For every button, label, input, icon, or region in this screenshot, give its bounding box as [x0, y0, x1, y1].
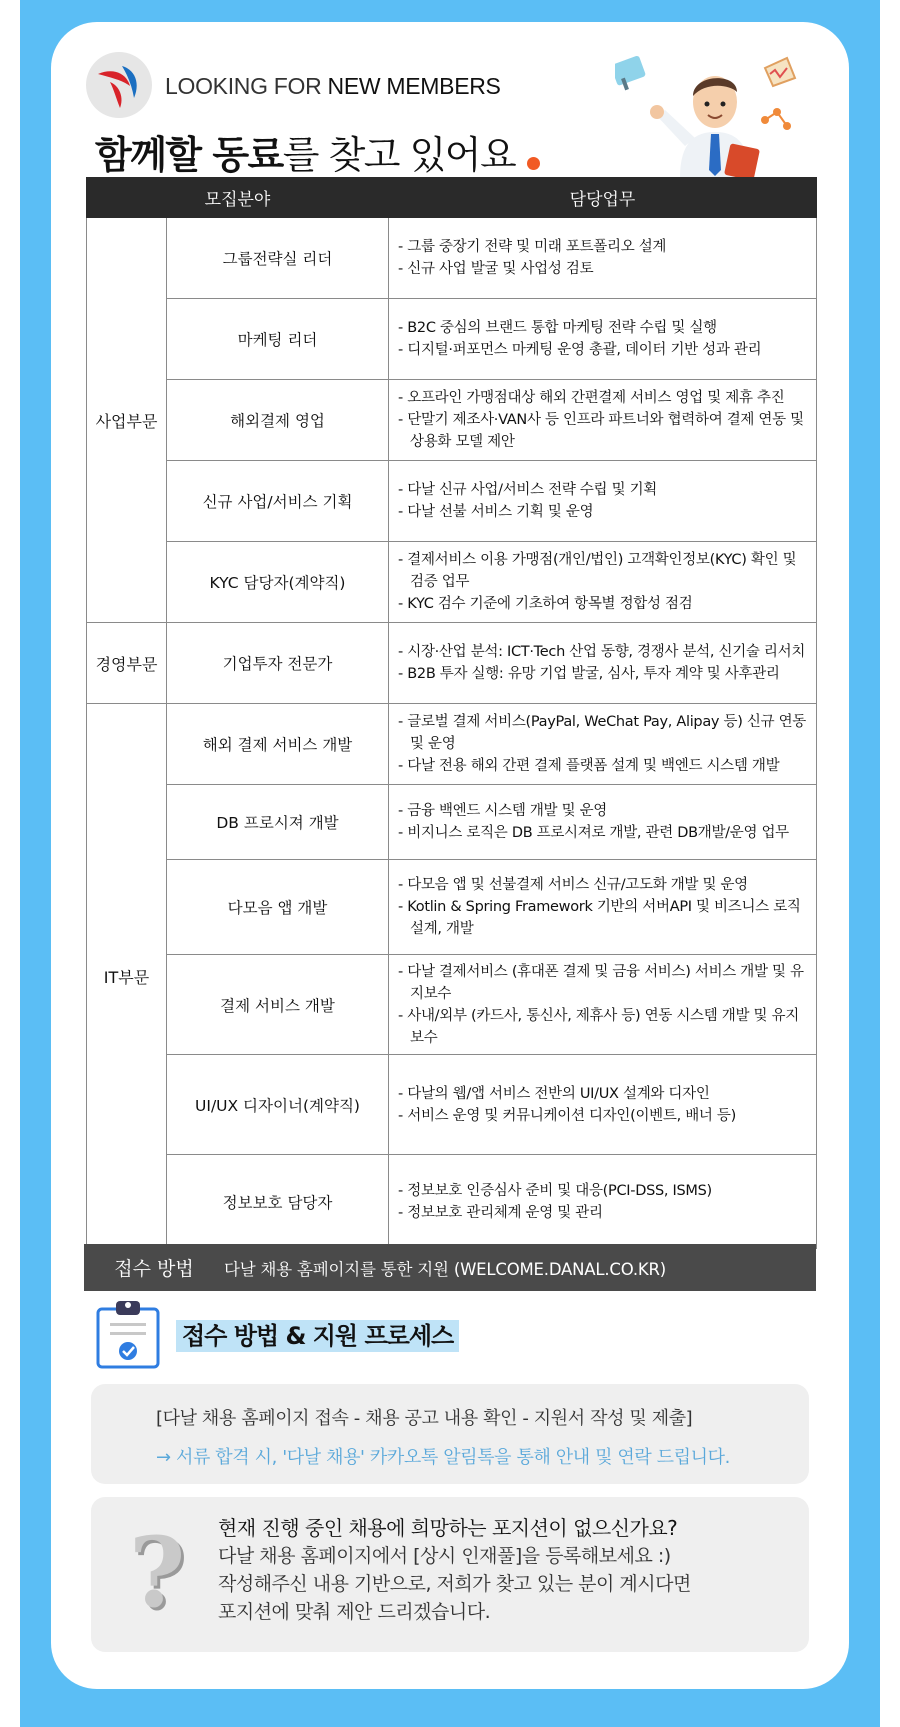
role-cell: 정보보호 담당자	[167, 1155, 389, 1249]
clipboard-check-icon	[96, 1299, 160, 1369]
process-note: → 서류 합격 시, '다날 채용' 카카오톡 알림톡을 통해 안내 및 연락 드립니다.	[156, 1447, 730, 1468]
department-cell: IT부문	[87, 704, 167, 1249]
submission-bar	[84, 1244, 816, 1291]
company-logo	[86, 52, 152, 118]
duty-cell: - 금융 백엔드 시스템 개발 및 운영 - 비지니스 로직은 DB 프로시져로 개발, 관련 DB개발/운영 업무	[389, 785, 817, 860]
eyebrow-title: LOOKING FOR NEW MEMBERS	[165, 73, 501, 99]
process-box	[91, 1384, 809, 1484]
table-row	[87, 1155, 817, 1249]
duty-cell: - 정보보호 인증심사 준비 및 대응(PCI-DSS, ISMS) - 정보보호 관리체계 운영 및 관리	[389, 1155, 817, 1249]
role-cell: 기업투자 전문가	[167, 623, 389, 704]
header-field: 모집분야	[87, 178, 389, 218]
role-cell: 그룹전략실 리더	[167, 218, 389, 299]
duty-cell: - 다모음 앱 및 선불결제 서비스 신규/고도화 개발 및 운영 - Kotlin & Spring Framework 기반의 서버API 및 비즈니스 로직 설계, 개발	[389, 860, 817, 955]
table-row	[87, 623, 817, 704]
table-row	[87, 955, 817, 1055]
accent-dot	[527, 157, 540, 170]
table-row	[87, 461, 817, 542]
role-cell: 신규 사업/서비스 기획	[167, 461, 389, 542]
submission-link[interactable]: 다날 채용 홈페이지를 통한 지원 (WELCOME.DANAL.CO.KR)	[224, 1259, 666, 1279]
talent-pool-box	[91, 1497, 809, 1652]
recruitment-table	[86, 177, 817, 1249]
process-title: 접수 방법 & 지원 프로세스	[176, 1320, 459, 1352]
header-duties: 담당업무	[389, 178, 817, 218]
table-row	[87, 218, 817, 299]
duty-cell: - 오프라인 가맹점대상 해외 간편결제 서비스 영업 및 제휴 추진 - 단말기 제조사·VAN사 등 인프라 파트너와 협력하여 결제 연동 및 상용화 모델 제안	[389, 380, 817, 461]
duty-cell: - 결제서비스 이용 가맹점(개인/법인) 고객확인정보(KYC) 확인 및 검증 업무 - KYC 검수 기준에 기초하여 항목별 정합성 점검	[389, 542, 817, 623]
page-headline: 함께할 동료를 찾고 있어요	[95, 124, 540, 179]
role-cell: 다모음 앱 개발	[167, 860, 389, 955]
role-cell: DB 프로시져 개발	[167, 785, 389, 860]
duty-cell: - B2C 중심의 브랜드 통합 마케팅 전략 수립 및 실행 - 디지털·퍼포먼스 마케팅 운영 총괄, 데이터 기반 성과 관리	[389, 299, 817, 380]
department-cell: 사업부문	[87, 218, 167, 623]
process-steps: [다날 채용 홈페이지 접속 - 채용 공고 내용 확인 - 지원서 작성 및 제출]	[156, 1408, 693, 1429]
table-row	[87, 785, 817, 860]
table-row	[87, 1055, 817, 1155]
duty-cell: - 다날 신규 사업/서비스 전략 수립 및 기획 - 다날 선불 서비스 기획 및 운영	[389, 461, 817, 542]
question-mark-icon: ?	[129, 1516, 186, 1629]
duty-cell: - 그룹 중장기 전략 및 미래 포트폴리오 설계 - 신규 사업 발굴 및 사업성 검토	[389, 218, 817, 299]
duty-cell: - 시장·산업 분석: ICT·Tech 산업 동향, 경쟁사 분석, 신기술 리서치 - B2B 투자 실행: 유망 기업 발굴, 심사, 투자 계약 및 사후관리	[389, 623, 817, 704]
businessman-illustration-icon	[615, 50, 815, 178]
duty-cell: - 다날 결제서비스 (휴대폰 결제 및 금융 서비스) 서비스 개발 및 유지보수 - 사내/외부 (카드사, 통신사, 제휴사 등) 연동 시스템 개발 및 유지보수	[389, 955, 817, 1055]
role-cell: KYC 담당자(계약직)	[167, 542, 389, 623]
duty-cell: - 글로벌 결제 서비스(PayPal, WeChat Pay, Alipay 등) 신규 연동 및 운영 - 다날 전용 해외 간편 결제 플랫폼 설계 및 백엔드 시스템 개발	[389, 704, 817, 785]
table-row	[87, 704, 817, 785]
submission-label: 접수 방법	[114, 1258, 194, 1280]
table-row	[87, 860, 817, 955]
talent-pool-title: 현재 진행 중인 채용에 희망하는 포지션이 없으신가요?	[218, 1516, 678, 1540]
role-cell: 마케팅 리더	[167, 299, 389, 380]
table-row	[87, 542, 817, 623]
table-row	[87, 299, 817, 380]
table-row	[87, 380, 817, 461]
role-cell: UI/UX 디자이너(계약직)	[167, 1055, 389, 1155]
duty-cell: - 다날의 웹/앱 서비스 전반의 UI/UX 설계와 디자인 - 서비스 운영 및 커뮤니케이션 디자인(이벤트, 배너 등)	[389, 1055, 817, 1155]
department-cell: 경영부문	[87, 623, 167, 704]
talent-pool-text: 다날 채용 홈페이지에서 [상시 인재풀]을 등록해보세요 :) 작성해주신 내용 기반으로, 저희가 찾고 있는 분이 계시다면 포지션에 맞춰 제안 드리겠습니다.	[218, 1545, 691, 1623]
role-cell: 해외결제 영업	[167, 380, 389, 461]
role-cell: 결제 서비스 개발	[167, 955, 389, 1055]
role-cell: 해외 결제 서비스 개발	[167, 704, 389, 785]
